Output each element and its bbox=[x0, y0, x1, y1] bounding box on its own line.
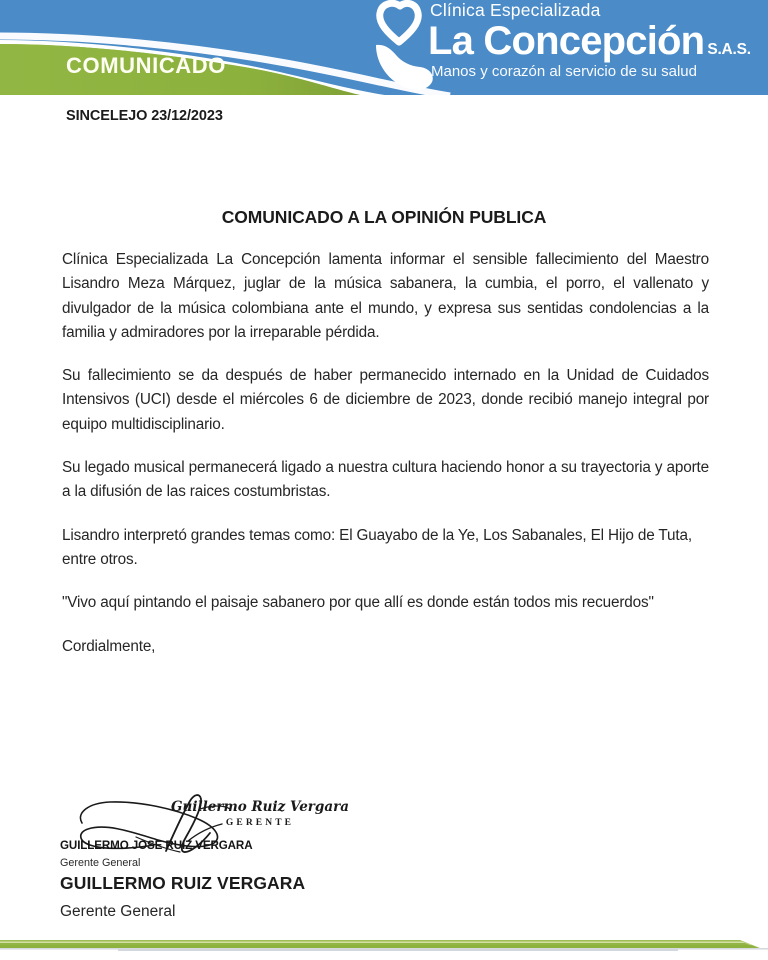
page-title: COMUNICADO A LA OPINIÓN PUBLICA bbox=[221, 207, 547, 227]
brand-tagline: Manos y corazón al servicio de su salud bbox=[431, 62, 697, 80]
page-footer bbox=[0, 936, 768, 960]
stamp-role: GERENTE bbox=[225, 817, 295, 828]
page-header bbox=[0, 0, 768, 102]
scanned-role: Gerente General bbox=[60, 856, 141, 869]
document-body bbox=[62, 248, 709, 659]
paragraph-4: Lisandro interpretó grandes temas como: El Guayabo de la Ye, Los Sabanales, El Hijo de Tuta, entre otros. bbox=[62, 526, 692, 568]
brand-line-name bbox=[428, 18, 768, 63]
paragraph-2: Su fallecimiento se da después de haber permanecido internado en la Unidad de Cuidados Intensivos (UCI) desde el miércoles 6 de diciembre de 2023, donde recibió manejo integral por equipo multidisciplinario. bbox=[62, 367, 709, 433]
brand-name-main: La Concepción bbox=[428, 18, 705, 63]
scanned-name-block bbox=[60, 840, 252, 868]
scanned-name: GUILLERMO JOSE RUIZ VERGARA bbox=[60, 839, 253, 852]
brand-name-suffix: S.A.S. bbox=[707, 40, 751, 58]
paragraph-3: Su legado musical permanecerá ligado a nuestra cultura haciendo honor a su trayectoria y aporte a la difusión de las raices costumbristas. bbox=[62, 459, 709, 501]
brand-wordmark bbox=[428, 2, 768, 79]
footer-stripe-graphic bbox=[0, 936, 768, 960]
date-line: SINCELEJO 23/12/2023 bbox=[66, 108, 223, 124]
banner-label: COMUNICADO bbox=[66, 53, 226, 78]
signature-stamp bbox=[170, 801, 350, 828]
signature-block bbox=[60, 793, 390, 920]
brand-line-clinica: Clínica Especializada bbox=[430, 0, 601, 20]
paragraph-1: Clínica Especializada La Concepción lamenta informar el sensible fallecimiento del Maestro Lisandro Meza Márquez, juglar de la música sabanera, la cumbia, el porro, el vallenato y divulgador de la música colombiana ante el mundo, y expresa sus sentidas condolencias a la familia y admiradores por la irreparable pérdida. bbox=[62, 251, 709, 341]
signer-role: Gerente General bbox=[60, 902, 176, 920]
quote-line: "Vivo aquí pintando el paisaje sabanero por que allí es donde están todos mis recuerdos" bbox=[62, 594, 654, 612]
signer-name-block bbox=[60, 875, 305, 919]
stamp-name: Guillermo Ruiz Vergara bbox=[171, 799, 349, 815]
signer-name: GUILLERMO RUIZ VERGARA bbox=[60, 873, 306, 893]
closing-line: Cordialmente, bbox=[62, 637, 156, 655]
